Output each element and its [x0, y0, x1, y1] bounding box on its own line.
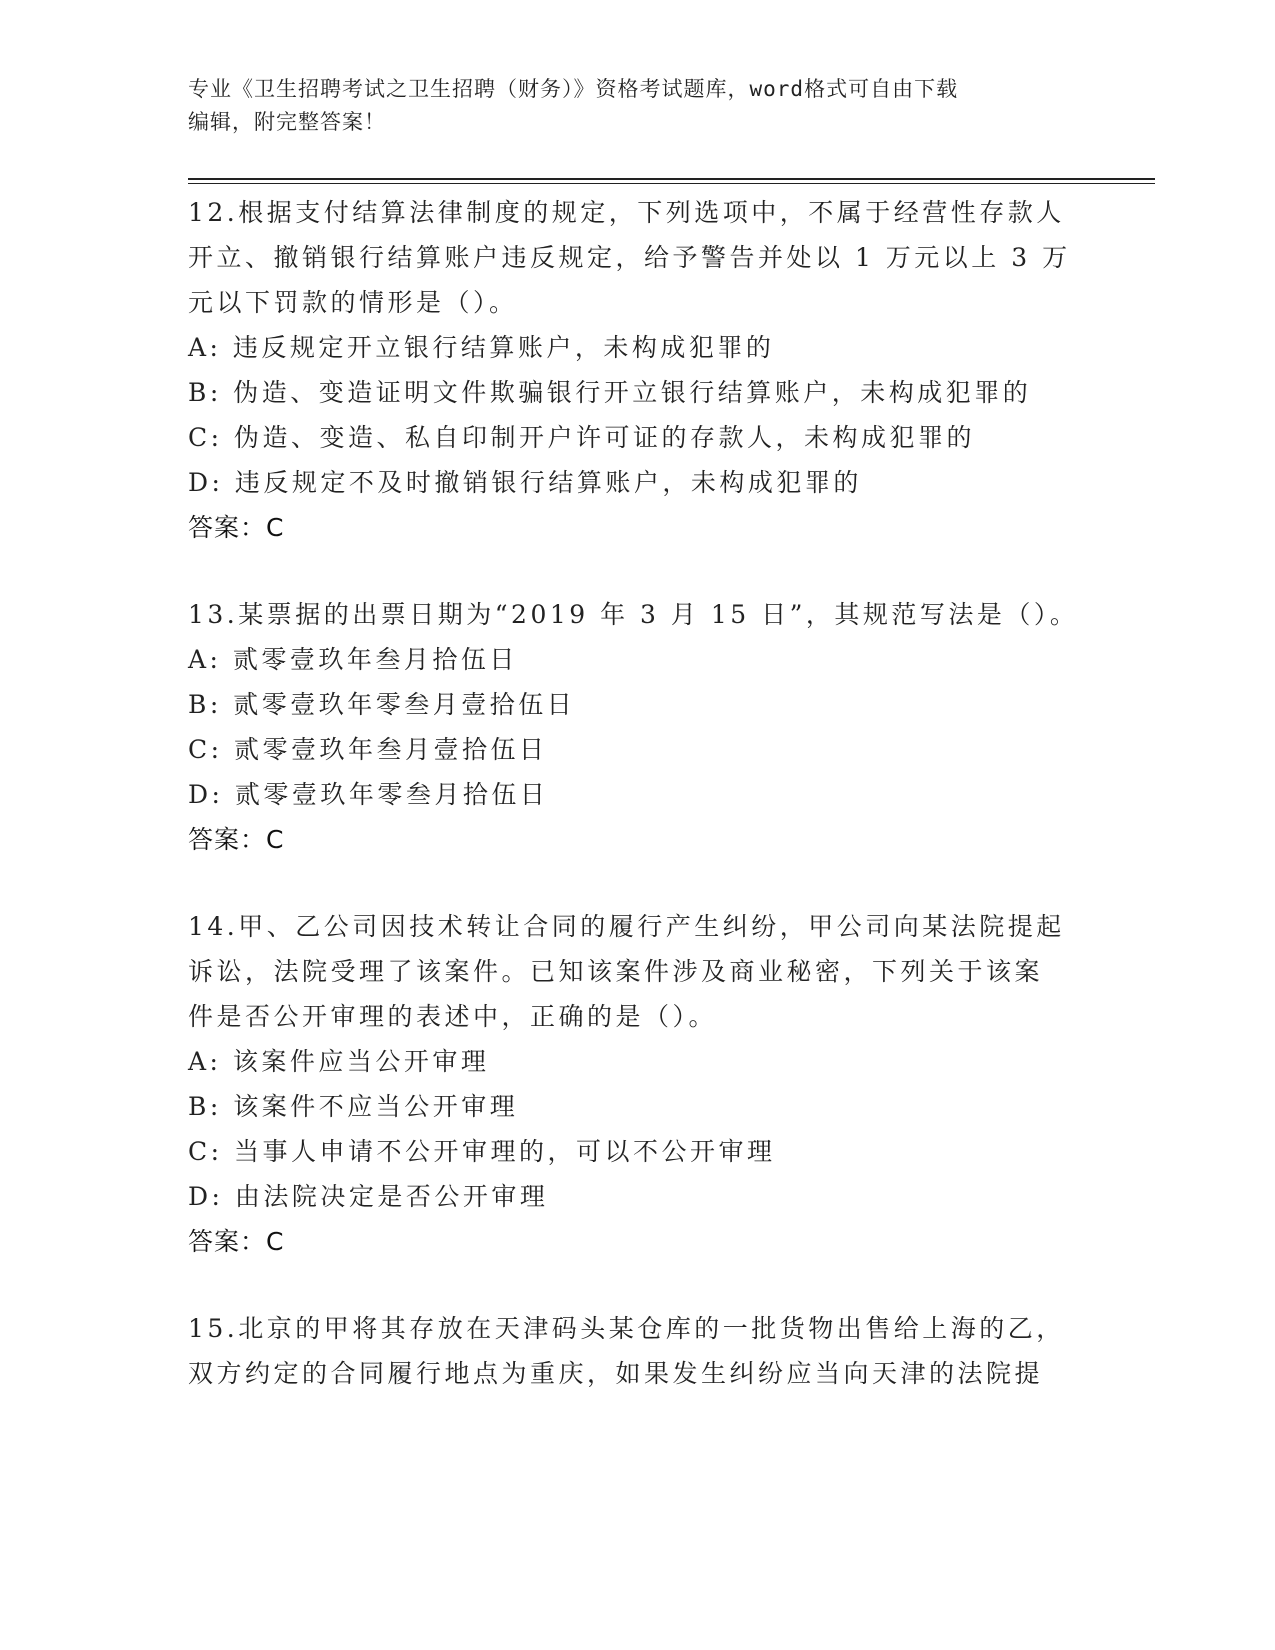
question-stem-line: 13.某票据的出票日期为“2019 年 3 月 15 日”，其规范写法是（）。	[188, 600, 1079, 629]
option-c: C: 贰零壹玖年叁月壹拾伍日	[188, 735, 548, 764]
question-stem-line: 元以下罚款的情形是（）。	[188, 288, 518, 317]
option-a: A: 违反规定开立银行结算账户，未构成犯罪的	[188, 333, 775, 362]
question-stem-line: 件是否公开审理的表述中，正确的是（）。	[188, 1002, 718, 1031]
answer-line: 答案：C	[188, 825, 285, 854]
option-b: B: 该案件不应当公开审理	[188, 1092, 519, 1121]
option-a: A: 贰零壹玖年叁月拾伍日	[188, 645, 518, 674]
question-list	[188, 190, 1088, 1438]
question-stem-line: 诉讼，法院受理了该案件。已知该案件涉及商业秘密，下列关于该案	[188, 957, 1044, 986]
option-d: D: 由法院决定是否公开审理	[188, 1182, 549, 1211]
question-stem-line: 12.根据支付结算法律制度的规定，下列选项中，不属于经营性存款人	[188, 198, 1065, 227]
header-divider-thin	[188, 183, 1155, 184]
option-a: A: 该案件应当公开审理	[188, 1047, 490, 1076]
question-13	[188, 592, 1088, 862]
header-divider-thick	[188, 178, 1155, 180]
option-b: B: 贰零壹玖年零叁月壹拾伍日	[188, 690, 576, 719]
option-d: D: 违反规定不及时撤销银行结算账户，未构成犯罪的	[188, 468, 862, 497]
answer-line: 答案：C	[188, 1227, 285, 1256]
question-stem-line: 开立、撤销银行结算账户违反规定，给予警告并处以 1 万元以上 3 万	[188, 243, 1071, 272]
header-line-1: 专业《卫生招聘考试之卫生招聘（财务）》资格考试题库，word格式可自由下载	[188, 77, 959, 101]
question-15	[188, 1306, 1088, 1396]
question-12	[188, 190, 1088, 550]
header-line-2: 编辑，附完整答案！	[188, 110, 386, 134]
option-c: C: 伪造、变造、私自印制开户许可证的存款人，未构成犯罪的	[188, 423, 976, 452]
option-b: B: 伪造、变造证明文件欺骗银行开立银行结算账户，未构成犯罪的	[188, 378, 1032, 407]
question-stem-line: 双方约定的合同履行地点为重庆，如果发生纠纷应当向天津的法院提	[188, 1359, 1044, 1388]
question-stem-line: 15.北京的甲将其存放在天津码头某仓库的一批货物出售给上海的乙，	[188, 1314, 1065, 1343]
answer-line: 答案：C	[188, 513, 285, 542]
option-c: C: 当事人申请不公开审理的，可以不公开审理	[188, 1137, 776, 1166]
document-header	[188, 73, 1088, 139]
option-d: D: 贰零壹玖年零叁月拾伍日	[188, 780, 549, 809]
question-14	[188, 904, 1088, 1264]
question-stem-line: 14.甲、乙公司因技术转让合同的履行产生纠纷，甲公司向某法院提起	[188, 912, 1065, 941]
